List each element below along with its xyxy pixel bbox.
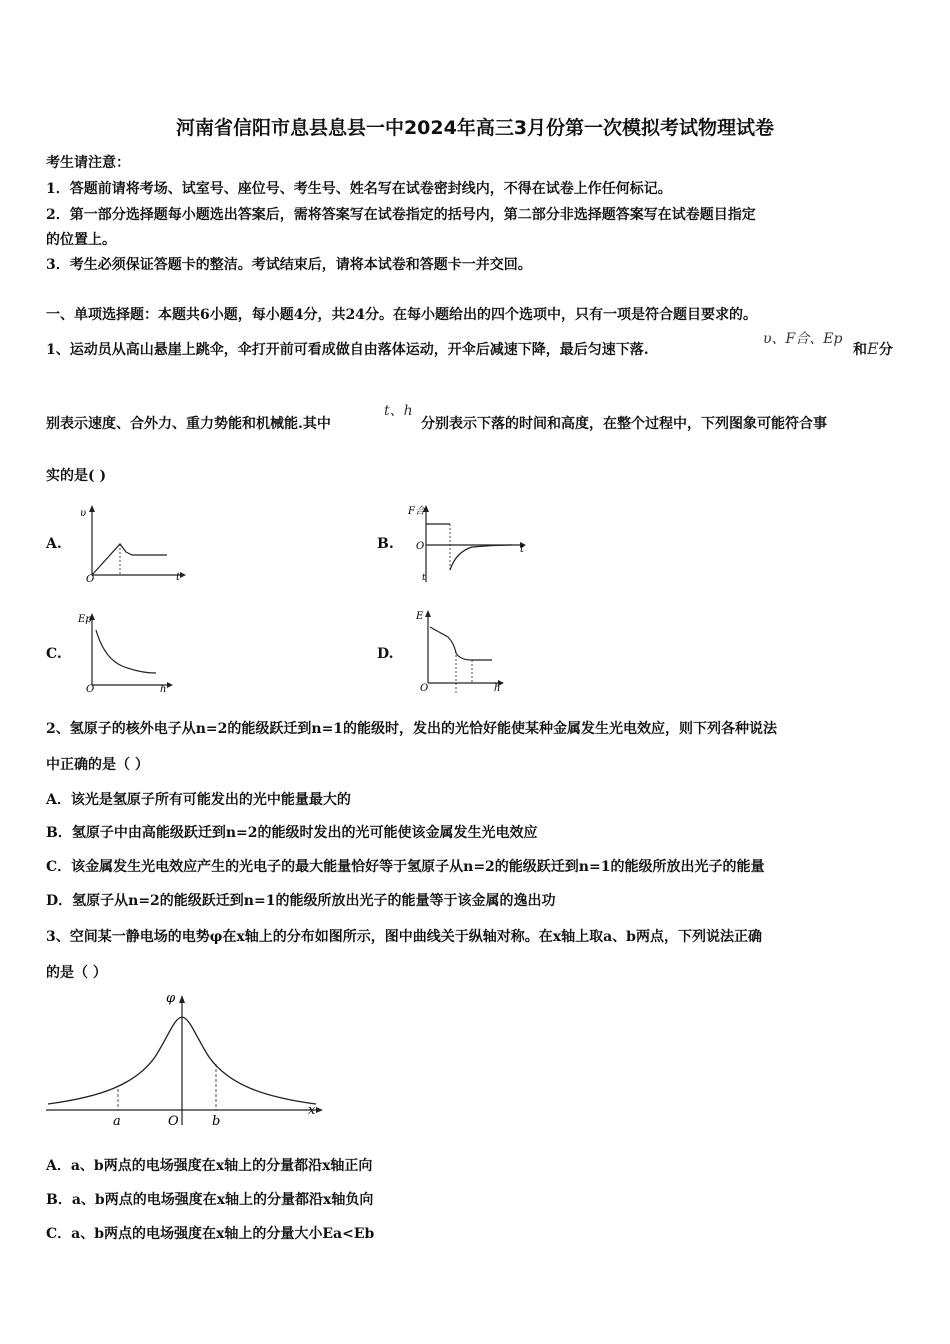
graph-d-ylabel: E bbox=[416, 611, 424, 622]
q1-option-d-label: D. bbox=[377, 646, 394, 662]
q1-fen: 分 bbox=[878, 342, 893, 358]
q3-graph-origin: O bbox=[168, 1114, 179, 1129]
q2-option-d: D．氢原子从n=2的能级跃迁到n=1的能级所放出光子的能量等于该金属的逸出功 bbox=[46, 893, 556, 909]
q1-graph-d bbox=[408, 605, 508, 695]
q1-text-line3: 实的是( ) bbox=[46, 468, 107, 484]
q1-option-c-label: C. bbox=[46, 646, 62, 662]
notice-item-2: 2．第一部分选择题每小题选出答案后，需将答案写在试卷指定的括号内，第二部分非选择题答案写在试卷题目指定 bbox=[46, 207, 756, 223]
graph-d-xlabel: h bbox=[494, 683, 501, 694]
q1-and-word: 和 bbox=[853, 342, 867, 358]
graph-a-xlabel: t bbox=[176, 572, 181, 583]
graph-b-xlabel: t bbox=[520, 544, 525, 555]
q2-option-b: B．氢原子中由高能级跃迁到n=2的能级时发出的光可能使该金属发生光电效应 bbox=[46, 825, 538, 841]
q1-vars-2 bbox=[384, 400, 413, 420]
q3-option-b: B．a、b两点的电场强度在x轴上的分量都沿x轴负向 bbox=[46, 1192, 374, 1208]
q3-text-line2: 的是（ ） bbox=[46, 965, 107, 981]
q1-vars bbox=[763, 328, 842, 348]
graph-b-ylabel: F合 bbox=[408, 506, 425, 517]
q1-graph-a bbox=[72, 500, 192, 585]
section-heading: 一、单项选择题：本题共6小题，每小题4分，共24分。在每小题给出的四个选项中，只有一项是符合题目要求的。 bbox=[46, 307, 757, 323]
q3-option-c: C．a、b两点的电场强度在x轴上的分量大小Ea<Eb bbox=[46, 1226, 375, 1242]
q1-graph-c bbox=[72, 610, 192, 695]
q1-stem-2a: 别表示速度、合外力、重力势能和机械能.其中 bbox=[46, 416, 331, 432]
q1-var-list: υ、F合、Ep bbox=[763, 331, 843, 347]
notice-item-1: 1．答题前请将考场、试室号、座位号、考生号、姓名写在试卷密封线内，不得在试卷上作任何标记。 bbox=[46, 181, 672, 197]
q1-and bbox=[853, 339, 893, 359]
q1-option-b-label: B. bbox=[377, 536, 394, 552]
notice-item-2-cont: 的位置上。 bbox=[46, 232, 116, 248]
q3-graph-point-b: b bbox=[212, 1114, 221, 1129]
q1-text-line1 bbox=[46, 339, 649, 359]
q2-option-c: C．该金属发生光电效应产生的光电子的最大能量恰好等于氢原子从n=2的能级跃迁到n=1的能级所放出光子的能量 bbox=[46, 859, 765, 875]
notice-item-3: 3．考生必须保证答题卡的整洁。考试结束后，请将本试卷和答题卡一并交回。 bbox=[46, 257, 532, 273]
q1-text-line2 bbox=[46, 413, 331, 433]
graph-c-xlabel: h bbox=[160, 684, 167, 695]
graph-c-ylabel: Ep bbox=[78, 614, 92, 625]
q1-stem: 1、运动员从高山悬崖上跳伞，伞打开前可看成做自由落体运动，开伞后减速下降，最后匀速下落. bbox=[46, 342, 649, 358]
graph-b-origin: O bbox=[416, 541, 425, 552]
q3-graph-ylabel: φ bbox=[166, 991, 176, 1006]
graph-c-origin: O bbox=[86, 684, 95, 695]
q3-graph-point-a: a bbox=[113, 1114, 121, 1129]
q3-graph-xlabel: x bbox=[308, 1103, 316, 1118]
q3-option-a: A．a、b两点的电场强度在x轴上的分量都沿x轴正向 bbox=[46, 1158, 373, 1174]
q3-text-line1: 3、空间某一静电场的电势φ在x轴上的分布如图所示，图中曲线关于纵轴对称。在x轴上取a、b两点，下列说法正确 bbox=[46, 929, 762, 945]
graph-a-ylabel: υ bbox=[80, 508, 87, 519]
q3-potential-graph bbox=[40, 985, 330, 1130]
graph-a-origin: O bbox=[86, 574, 95, 585]
q1-text-line2b: 分别表示下落的时间和高度，在整个过程中，下列图象可能符合事 bbox=[421, 416, 827, 432]
q2-option-a: A．该光是氢原子所有可能发出的光中能量最大的 bbox=[46, 792, 351, 808]
q2-text-line2: 中正确的是（ ） bbox=[46, 757, 149, 773]
graph-d-origin: O bbox=[420, 683, 429, 694]
q1-var-list-2: t、h bbox=[384, 403, 413, 419]
notice-heading: 考生请注意： bbox=[46, 155, 130, 171]
q1-var-e: E bbox=[867, 339, 879, 358]
graph-b-below: t bbox=[422, 573, 426, 583]
q1-graph-b bbox=[402, 500, 532, 585]
page-title: 河南省信阳市息县息县一中2024年高三3月份第一次模拟考试物理试卷 bbox=[175, 117, 775, 139]
q2-text-line1: 2、氢原子的核外电子从n=2的能级跃迁到n=1的能级时，发出的光恰好能使某种金属发生光电效应，则下列各种说法 bbox=[46, 721, 778, 737]
q1-option-a-label: A. bbox=[46, 536, 62, 552]
